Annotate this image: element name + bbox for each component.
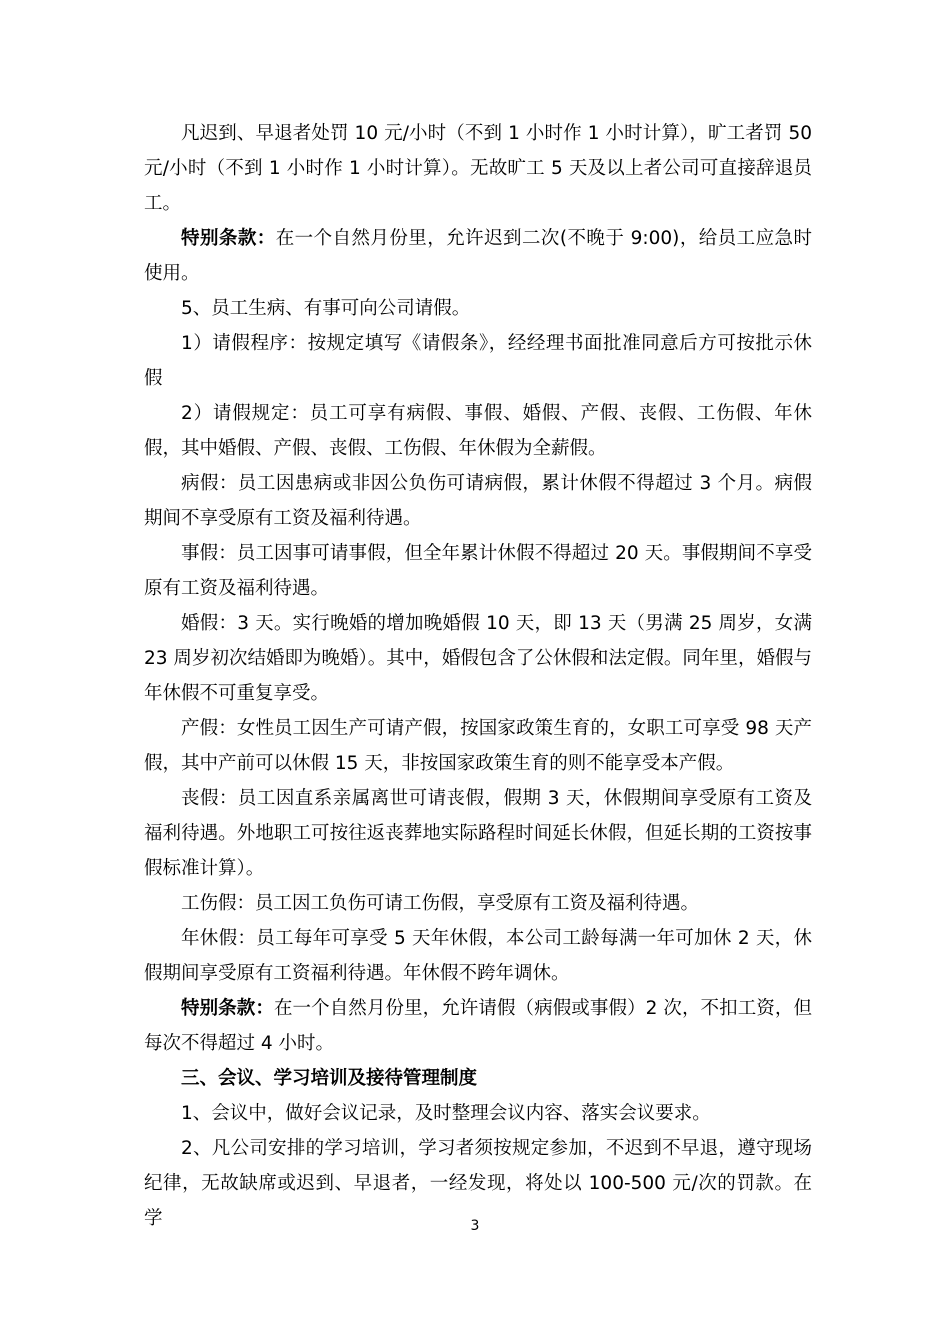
paragraph-marriage-leave	[144, 606, 812, 711]
paragraph-text: 工伤假：员工因工负伤可请工伤假，享受原有工资及福利待遇。	[181, 893, 700, 914]
special-clause-label: 特别条款：	[181, 998, 274, 1019]
paragraph-text: 凡迟到、早退者处罚 10 元/小时（不到 1 小时作 1 小时计算），旷工者罚 50 元/小时（不到 1 小时作 1 小时计算）。无故旷工 5 天及以上者公司可直接辞退员工。	[144, 123, 812, 214]
paragraph-text: 丧假：员工因直系亲属离世可请丧假，假期 3 天，休假期间享受原有工资及福利待遇。外地职工可按往返丧葬地实际路程时间延长休假，但延长期的工资按事假标准计算）。	[144, 788, 812, 879]
paragraph-meeting	[144, 1096, 812, 1131]
paragraph-maternity-leave	[144, 711, 812, 781]
document-body	[144, 116, 812, 1236]
paragraph-personal-leave	[144, 536, 812, 606]
paragraph-text: 在一个自然月份里，允许请假（病假或事假）2 次，不扣工资，但每次不得超过 4 小时。	[144, 998, 812, 1054]
paragraph-text: 1）请假程序：按规定填写《请假条》，经经理书面批准同意后方可按批示休假	[144, 333, 812, 389]
paragraph-text: 婚假：3 天。实行晚婚的增加晚婚假 10 天，即 13 天（男满 25 周岁，女满 23 周岁初次结婚即为晚婚）。其中，婚假包含了公休假和法定假。同年里，婚假与年休假不可重复享受。	[144, 613, 812, 704]
paragraph-late-penalty	[144, 116, 812, 221]
paragraph-text: 病假：员工因患病或非因公负伤可请病假，累计休假不得超过 3 个月。病假期间不享受原有工资及福利待遇。	[144, 473, 812, 529]
paragraph-bereavement-leave	[144, 781, 812, 886]
paragraph-text: 2、凡公司安排的学习培训，学习者须按规定参加，不迟到不早退，遵守现场纪律，无故缺席或迟到、早退者，一经发现，将处以 100-500 元/次的罚款。在学	[144, 1138, 812, 1229]
paragraph-text: 年休假：员工每年可享受 5 天年休假，本公司工龄每满一年可加休 2 天，休假期间享受原有工资福利待遇。年休假不跨年调休。	[144, 928, 812, 984]
paragraph-leave-rules	[144, 396, 812, 466]
special-clause-label: 特别条款：	[181, 228, 276, 249]
paragraph-special-clause-late	[144, 221, 812, 291]
paragraph-text: 事假：员工因事可请事假，但全年累计休假不得超过 20 天。事假期间不享受原有工资及福利待遇。	[144, 543, 812, 599]
section-heading: 三、会议、学习培训及接待管理制度	[181, 1068, 478, 1089]
paragraph-special-clause-leave	[144, 991, 812, 1061]
paragraph-text: 产假：女性员工因生产可请产假，按国家政策生育的，女职工可享受 98 天产假，其中产前可以休假 15 天，非按国家政策生育的则不能享受本产假。	[144, 718, 812, 774]
paragraph-text: 在一个自然月份里，允许迟到二次(不晚于 9:00)，给员工应急时使用。	[144, 228, 812, 284]
page-number: 3	[470, 1218, 480, 1234]
paragraph-sick-leave	[144, 466, 812, 536]
paragraph-annual-leave	[144, 921, 812, 991]
paragraph-leave-procedure	[144, 326, 812, 396]
paragraph-text: 1、会议中，做好会议记录，及时整理会议内容、落实会议要求。	[181, 1103, 711, 1124]
paragraph-injury-leave	[144, 886, 812, 921]
paragraph-text: 5、员工生病、有事可向公司请假。	[181, 298, 471, 319]
paragraph-leave-intro	[144, 291, 812, 326]
paragraph-text: 2）请假规定：员工可享有病假、事假、婚假、产假、丧假、工伤假、年休假，其中婚假、产假、丧假、工伤假、年休假为全薪假。	[144, 403, 812, 459]
